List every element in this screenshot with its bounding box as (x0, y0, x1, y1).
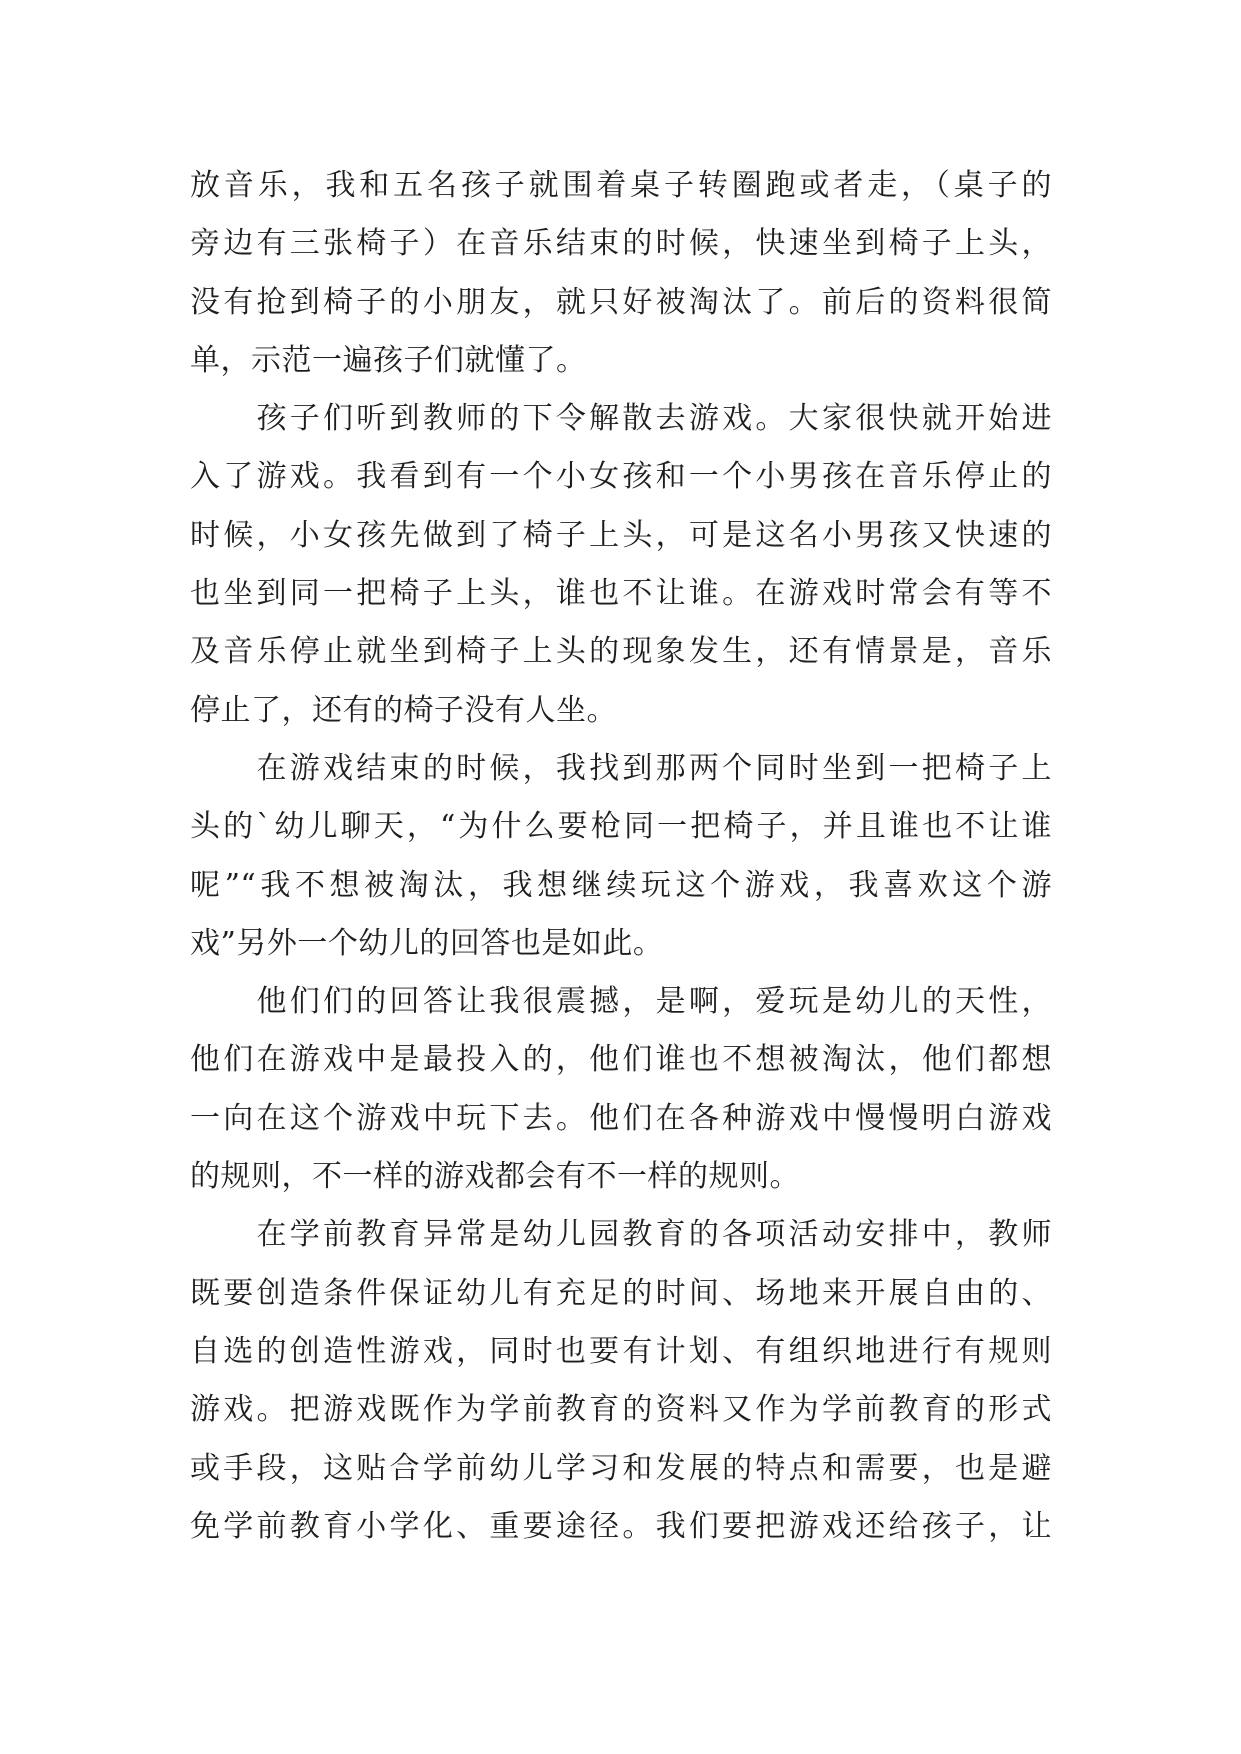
body-text (190, 157, 1052, 1556)
text-line: 他们们的回答让我很震撼，是啊，爱玩是幼儿的天性， (190, 984, 1052, 1020)
text-line: 呢”“我不想被淘汰，我想继续玩这个游戏，我喜欢这个游 (190, 867, 1052, 903)
text-line: 既要创造条件保证幼儿有充足的时间、场地来开展自由的、 (190, 1275, 1052, 1311)
text-line: 或手段，这贴合学前幼儿学习和发展的特点和需要，也是避 (190, 1450, 1052, 1486)
text-line: 旁边有三张椅子）在音乐结束的时候，快速坐到椅子上头， (190, 226, 1052, 262)
text-line: 头的`幼儿聊天，“为什么要枪同一把椅子，并且谁也不让谁 (190, 809, 1052, 845)
text-line: 放音乐，我和五名孩子就围着桌子转圈跑或者走，（桌子的 (190, 168, 1052, 203)
text-line: 没有抢到椅子的小朋友，就只好被淘汰了。前后的资料很简 (190, 284, 1052, 320)
text-line: 入了游戏。我看到有一个小女孩和一个小男孩在音乐停止的 (190, 459, 1052, 495)
text-line: 及音乐停止就坐到椅子上头的现象发生，还有情景是，音乐 (190, 634, 1052, 670)
text-line: 自选的创造性游戏，同时也要有计划、有组织地进行有规则 (190, 1333, 1052, 1369)
text-line: 在游戏结束的时候，我找到那两个同时坐到一把椅子上 (190, 750, 1052, 786)
text-line: 的规则，不一样的游戏都会有不一样的规则。 (190, 1159, 800, 1195)
text-line: 时候，小女孩先做到了椅子上头，可是这名小男孩又快速的 (190, 517, 1052, 553)
text-line: 也坐到同一把椅子上头，谁也不让谁。在游戏时常会有等不 (190, 576, 1052, 612)
text-line: 孩子们听到教师的下令解散去游戏。大家很快就开始进 (190, 401, 1052, 437)
text-line: 游戏。把游戏既作为学前教育的资料又作为学前教育的形式 (190, 1392, 1052, 1428)
text-line: 戏”另外一个幼儿的回答也是如此。 (190, 925, 664, 961)
text-line: 在学前教育异常是幼儿园教育的各项活动安排中，教师 (190, 1217, 1052, 1253)
text-line: 一向在这个游戏中玩下去。他们在各种游戏中慢慢明白游戏 (190, 1100, 1052, 1136)
text-line: 他们在游戏中是最投入的，他们谁也不想被淘汰，他们都想 (190, 1042, 1052, 1078)
text-line: 单，示范一遍孩子们就懂了。 (190, 342, 587, 378)
text-line: 免学前教育小学化、重要途径。我们要把游戏还给孩子，让 (190, 1508, 1052, 1544)
text-line: 停止了，还有的椅子没有人坐。 (190, 692, 617, 728)
